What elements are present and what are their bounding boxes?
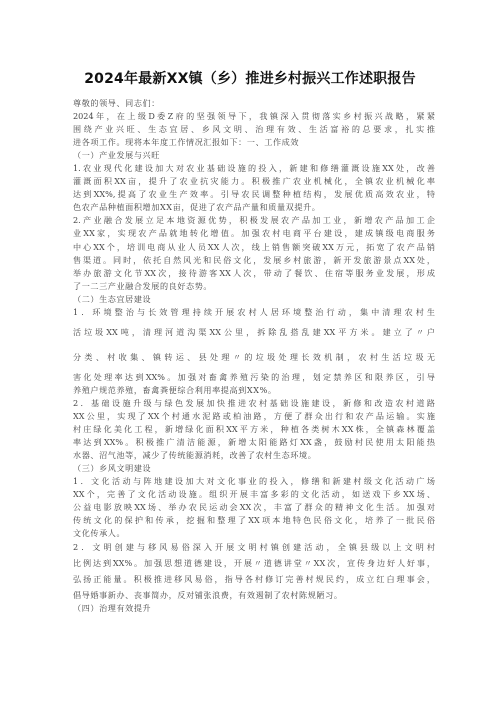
- paragraph-line: 达到XX%,提高了农业生产效率。引导农民调整种植结构，发展优质高效农业，特: [73, 189, 435, 200]
- paragraph-line: XX个，完善了文化活动设施。组织开展丰富多彩的文化活动，如送戏下乡XX场、: [73, 489, 435, 500]
- paragraph-line: 围绕产业兴旺、生态宜居、乡风文明、治理有效、生活富裕的总要求，扎实推: [73, 124, 435, 135]
- paragraph-line: 率达到XX%。积极推广清洁能源，新增太阳能路灯XX盏，鼓励村民使用太阳能热: [73, 437, 435, 448]
- salutation-line: 尊敬的领导、同志们：: [73, 98, 160, 108]
- section-heading: （一）产业发展与兴旺: [73, 150, 160, 161]
- paragraph-line: 倡导婚事新办、丧事简办，反对铺张浪费，有效遏制了农村陈规陋习。: [73, 589, 343, 600]
- paragraph-line: 色农产品种植面积增加XX亩，促进了农产品产量和质量双提升。: [73, 202, 321, 213]
- document-body: [73, 97, 435, 615]
- paragraph-line: 害化处理率达到XX%。加强对畜禽养殖污染的治理，划定禁养区和限养区，引导: [73, 371, 435, 382]
- paragraph-line: 文化传承人。: [73, 528, 126, 539]
- paragraph-line: 灌溉面积XX亩，提升了农业抗灾能力。积极推广农业机械化，全镇农业机械化率: [73, 176, 435, 187]
- paragraph-line: 2024年，在上级D委Z府的坚强领导下，我镇深入贯彻落实乡村振兴战略，紧紧: [73, 111, 435, 122]
- paragraph-line: 传统文化的保护和传承，挖掘和整理了XX项本地特色民俗文化，培养了一批民俗: [73, 515, 435, 526]
- paragraph-line: 养殖户规范养殖，畜禽粪便综合利用率提高到XX%。: [73, 384, 277, 395]
- paragraph-line: 售渠道。同时，依托自然风光和民俗文化，发展乡村旅游，新开发旅游景点XX处，: [73, 254, 435, 265]
- paragraph-line: 村庄绿化美化工程，新增绿化面积XX平方米，种植各类树木XX株，全镇森林覆盖: [73, 424, 435, 435]
- paragraph-line: 1．环境整治与长效管理持续开展农村人居环境整治行动，集中清理农村生: [73, 306, 435, 317]
- paragraph-line: 1．文化活动与阵地建设加大对文化事业的投入，修缮和新建村级文化活动广场: [73, 476, 435, 487]
- section-heading: （二）生态宜居建设: [73, 293, 152, 304]
- paragraph-line: 了一二三产业融合发展的良好态势。: [73, 280, 213, 291]
- section-heading: （四）治理有效提升: [73, 602, 152, 613]
- paragraph-line: 比例达到XX%。加强思想道德建设，开展〃道德讲堂〃XX次，宣传身边好人好事，: [73, 557, 435, 568]
- paragraph-line: XX公里，实现了XX个村通水泥路或柏油路，方便了群众出行和农产品运输。实施: [73, 411, 435, 422]
- paragraph-line: 2.产业融合发展立足本地资源优势，积极发展农产品加工业，新增农产品加工企: [73, 215, 435, 226]
- paragraph-line: 2．基础设施升级与绿色发展加快推进农村基础设施建设，新修和改造农村道路: [73, 397, 435, 408]
- paragraph-line: 进各项工作。现将本年度工作情况汇报如下：一、工作成效: [73, 137, 300, 148]
- paragraph-line: 水器、沼气池等，减少了传统能源消耗，改善了农村生态环境。: [73, 450, 317, 461]
- paragraph-line: 活垃圾XX吨，清理河道沟渠XX公里，拆除乱搭乱建XX平方米。建立了〃户: [73, 326, 435, 337]
- paragraph-line: 1.农业现代化建设加大对农业基础设施的投入，新建和修缮灌溉设施XX处，改善: [73, 163, 435, 174]
- document-title: 2024年最新XX镇（乡）推进乡村振兴工作述职报告: [84, 71, 416, 87]
- paragraph-line: 分类、村收集、镇转运、县处理〃的垃圾处理长效机制，农村生活垃圾无: [73, 351, 435, 362]
- section-heading: （三）乡风文明建设: [73, 463, 152, 474]
- paragraph-line: 业XX家，实现农产品就地转化增值。加强农村电商平台建设，建成镇级电商服务: [73, 228, 435, 239]
- paragraph-line: 举办旅游文化节XX次，接待游客XX人次，带动了餐饮、住宿等服务业发展，形成: [73, 267, 435, 278]
- paragraph-line: 中心XX个，培训电商从业人员XX人次，线上销售额突破XX万元，拓宽了农产品销: [73, 241, 435, 252]
- paragraph-line: 弘扬正能量。积极推进移风易俗，指导各村修订完善村规民约，成立红白理事会，: [73, 573, 435, 584]
- paragraph-line: 公益电影放映XX场、举办农民运动会XX次，丰富了群众的精神文化生活。加强对: [73, 502, 435, 513]
- paragraph-line: 2．文明创建与移风易俗深入开展文明村镇创建活动，全镇县级以上文明村: [73, 541, 435, 552]
